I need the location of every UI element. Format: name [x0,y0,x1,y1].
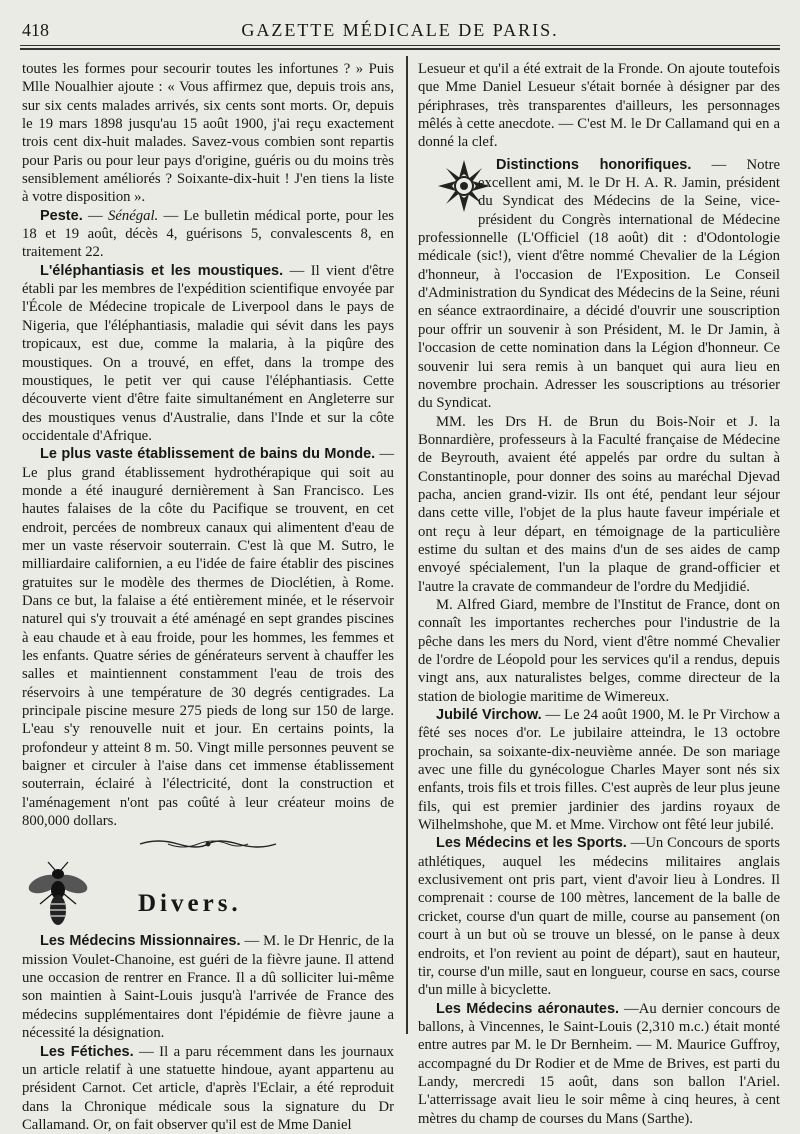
column-divider [406,56,408,1034]
article-aeronautes [418,1000,780,1128]
article-fetiches [22,1043,394,1134]
medal-icon [418,158,474,214]
paragraph: MM. les Drs H. de Brun du Bois-Noir et J. la Bonnardière, professeurs à la Faculté française de Médecine de Beyrouth, avaient été appelés par ordre du sultan à Constantinople, pour donner des soins au maréchal Djevad pacha, ancien grand-vizir. Ils ont été, pendant leur séjour dans cette ville, l'objet de la plus haute faveur impériale et ont reçu à leur départ, en témoignage de la particulière estime du sultan et des mains d'un de ses aides de camp envoyé spécialement, l'un la plaque de grand-officier et l'autre la cravate de commandeur de l'ordre du Medjidié. [418,413,780,596]
article-body: —Un Concours de sports athlétiques, auquel les médecins militaires anglais exclusivement ont pris part, vient d'avoir lieu à Londres. Il comprenait : course de 100 mètres, lancement de la balle de cricket, course d'un quart de mille, course au pansement (on court à un but où se trouve un blessé, on le panse à deux endroits, et l'on revient au point de départ), saut en hauteur, tir, course d'un mille, saut en longueur, course en sacs, course d'un mille à bicyclette. [418,835,780,998]
place-name: Sénégal. [108,208,158,224]
bee-icon [26,860,90,930]
article-body: — Le bulletin médical porte, pour les 18 et 19 août, décès 4, guérisons 5, convalescents 8, en traitement 22. [22,208,394,261]
article-heading: Les Médecins Missionnaires. [40,933,240,949]
section-divers [22,858,394,932]
article-body: — M. le Dr Henric, de la mission Voulet-Chanoine, est guéri de la fièvre jaune. Il attend une occasion de rentrer en France. Il a dû solliciter lui-même son maintien à Saint-Louis jusqu'à l'arrivée de France des médecins supplémentaires dont l'épidémie de fièvre jaune a nécessité la désignation. [22,933,394,1041]
article-heading: Jubilé Virchow. [436,707,542,723]
article-jubile [418,706,780,834]
article-sports [418,834,780,999]
left-column [22,60,394,1134]
article-heading: Les Fétiches. [40,1044,134,1060]
section-title: Divers. [138,895,242,913]
article-body: — Il a paru récemment dans les journaux un article relatif à une statuette hindoue, ayant appartenu au président Carnot. Cet article, d'après l'Eclair, a été reproduit dans la Chronique médicale sous la signature du Dr Callamand. Or, on fait observer qu'il est de Mme Daniel [22,1044,394,1133]
running-header [22,18,778,44]
right-column [418,60,780,1128]
article-heading: Les Médecins aéronautes. [436,1001,619,1017]
article-heading: L'éléphantiasis et les moustiques. [40,263,283,279]
article-peste: Peste. — Sénégal. — Le bulletin médical porte, pour les 18 et 19 août, décès 4, guérisons 5, convalescents 8, en traitement 22. [22,207,394,262]
header-rule-bottom [20,48,780,50]
article-heading: Peste. [40,208,83,224]
page-number: 418 [22,20,49,41]
article-body: —Au dernier concours de ballons, à Vincennes, le Saint-Louis (2,310 m.c.) était monté entre autres par M. le Dr Bernheim. — M. Maurice Guffroy, accompagné du Dr Rodier et de Mme de Brives, est parti du Landy, mercredi 15 août, dans son ballon l'Ariel. L'atterrissage avait lieu le soir même à cinq heures, à cent mètres du champ de courses du Mans (Sarthe). [418,1001,780,1127]
paragraph: M. Alfred Giard, membre de l'Institut de France, dont on connaît les importantes recherches pour l'industrie de la pêche dans les mers du Nord, vient d'être nommé Chevalier de l'ordre de Léopold pour les services qu'il a rendus, depuis vingt ans, aux naturalistes belges, comme directeur de la station de biologie maritime de Wimereux. [418,596,780,706]
ornamental-divider [22,830,394,858]
article-body: — Le 24 août 1900, M. le Pr Virchow a fêté ses noces d'or. Le jubilaire atteindra, le 13 octobre prochain, sa soixante-dix-neuvième année. De son mariage avec une fille du gynécologue Charles Mayer sont nés six enfants, trois fils et trois filles. C'est auprès de leur plus jeune fils, qui est premier jardinier des jardins royaux de Wilhelmshohe, que M. et Mme. Virchow ont fêté leur jubilé. [418,707,780,833]
article-body: — Il vient d'être établi par les membres de l'expédition scientifique envoyée par l'École de Médecine tropicale de Liverpool dans le pays de Nigeria, que l'éléphantiasis, maladie qui sévit dans les pays tropicaux, est due, comme la malaria, à la piqûre des moustiques. On a trouvé, en effet, dans la trompe des moustiques, le petit ver qui cause l'éléphantiasis. Cette découverte vient d'être faite simultanément en Angleterre sur des moustiques venus d'Australie, dans l'Inde et sur la côte occidentale d'Afrique. [22,263,394,444]
article-heading: Distinctions honorifiques. [496,157,691,173]
article-body: — Notre excellent ami, M. le Dr H. A. R. Jamin, président du Syndicat des Médecins de la Seine, vice-président du Congrès international de Médecine professionnelle (L'Officiel (18 août) dit : d'Odontologie médicale (sic!), vient d'être nommé Chevalier de la Légion d'honneur, à l'occasion de l'Exposition. Le Conseil d'Administration du Syndicat des Médecins de la Seine, réuni en séance extraordinaire, a décidé d'ouvrir une souscription pour offrir un souvenir à son Président, M. le Dr Jamin, à l'occasion de cette nomination dans la Légion d'honneur. Ce souvenir lui sera remis à un banquet qui aura lieu en novembre prochain. Adresser les souscriptions au trésorier du Syndicat. [418,157,780,411]
article-elephantiasis [22,262,394,445]
article-body: — Le plus grand établissement hydrothérapique qui soit au monde a été inauguré dernièrement à San Francisco. Les hautes falaises de la côte du Pacifique se trouvent, en cet endroit, percées de nombreux canaux qui alimentent d'eau de mer un vaste réservoir souterrain. C'est là que M. Sutro, le milliardaire californien, a eu l'idée de faire établir des piscines gratuites sur le modèle des thermes de Dioclétien, à Rome. Dans ce but, la falaise a été entièrement minée, et le réservoir naturel qui s'y trouvait a été aménagé en sept grandes piscines à eau chaude et à eau froide, pour les hommes, les femmes et les enfants. Quatre séries de générateurs servent à chauffer les salles et maintiennent constamment l'eau de trois des réservoirs à une température de 30 degrés centigrades. La principale piscine mesure 275 pieds de long sur 150 de large. L'eau s'y renouvelle nuit et jour. En certains points, la profondeur y atteint 8 m. 50. Vingt mille personnes peuvent se baigner et circuler à l'aise dans cet immense établissement souterrain, éclairé à l'électricité, dont la construction et l'aménagement n'ont pas coûté à leur créateur moins de 800,000 dollars. [22,446,394,829]
header-rule-top [20,45,780,46]
article-missionnaires [22,932,394,1042]
paragraph: toutes les formes pour secourir toutes les infortunes ? » Puis Mlle Noualhier ajoute : « Vous affirmez que, depuis trois ans, sur six cents malades arrivés, six cents sont morts. Or, depuis le 19 mars 1898 jusqu'au 15 août 1900, j'ai reçu exactement trois cent dix-huit malades. Savez-vous combien sont repartis pour Paris ou pour leur pays d'origine, guéris ou du moins très sensiblement améliorés ? Soixante-dix-huit ! J'en tiens la liste à votre disposition ». [22,60,394,207]
article-bains [22,445,394,830]
article-heading: Les Médecins et les Sports. [436,835,627,851]
article-distinctions [418,156,780,413]
article-heading: Le plus vaste établissement de bains du Monde. [40,446,375,462]
running-title: GAZETTE MÉDICALE DE PARIS. [22,20,778,41]
paragraph: Lesueur et qu'il a été extrait de la Fronde. On ajoute toutefois que Mme Daniel Lesueur s'était bornée à désigner par des périphrases, très transparentes d'ailleurs, les personnages mêlés à cette anecdote. — C'est M. le Dr Callamand qui en a donné la clef. [418,60,780,152]
